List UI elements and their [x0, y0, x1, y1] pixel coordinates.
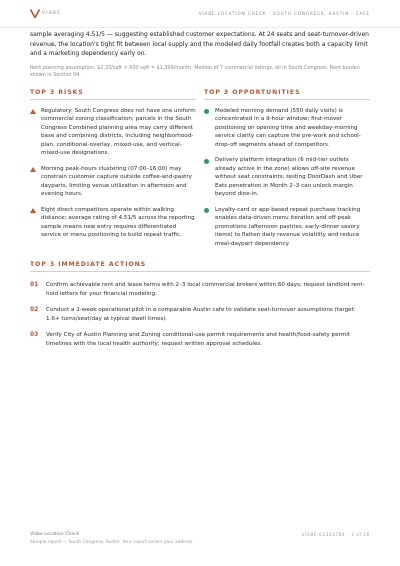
viabe-logo-icon	[30, 9, 40, 18]
risk-text: Morning peak-hours clustering (07:00–16:00) may constrain customer capture outside coffee-and-pastry dayparts, limiting venue utilization in afternoon and evening hours.	[41, 165, 192, 198]
green-dot-icon	[204, 109, 209, 114]
action-number: 01	[30, 281, 39, 288]
risk-text: Regulatory: South Congress does not have one uniform commercial zoning classification; parcels in the South Congress Combined planning area may carry different base and combining districts, including neighborhood-plan, conditional-overlay, mixed-use, and vertical-mixed-use designations.	[41, 107, 196, 157]
risks-list	[30, 107, 196, 240]
action-text: Conduct a 2-week operational pilot in a comparable Austin cafe to validate seat-turnover assumptions (target: 1.6+ turns/seat/day at typical dwell times).	[46, 307, 356, 322]
page-footer	[30, 532, 370, 545]
footer-brand: Viabe Location Check	[30, 532, 80, 537]
risk-text: Eight direct competitors operate within walking distance; average rating of 4.51/5 across the reporting sample means new entry requires differentiated service or menu positioning to build repeat traffic.	[41, 206, 195, 239]
actions-title: TOP 3 IMMEDIATE ACTIONS	[30, 261, 370, 272]
footer-page-number: VIABE-61342784 · 3 of 16	[301, 532, 370, 537]
opportunities-title: TOP 3 OPPORTUNITIES	[204, 89, 370, 100]
warning-triangle-icon	[30, 208, 36, 213]
action-item	[30, 281, 370, 298]
intro-paragraph: sample averaging 4.51/5 — suggesting established customer expectations. At 24 seats and seat-turnover-driven revenue, the location's tight fit between local supply and the modeled daily footfall creates both a capacity limit and a marketing dependency early on.	[30, 31, 369, 58]
action-item	[30, 306, 370, 323]
opportunity-text: Loyalty-card or app-based repeat purchase tracking enables data-driven menu iteration and off-peak promotions (afternoon pastries, early-dinner savory items) to flatten daily revenue volatility and reduce meal-daypart dependency.	[215, 206, 361, 247]
immediate-actions-section	[30, 261, 370, 348]
actions-list	[30, 281, 370, 348]
action-number: 03	[30, 331, 39, 338]
risks-title: TOP 3 RISKS	[30, 89, 196, 100]
opportunity-item	[204, 206, 370, 249]
risks-column	[30, 89, 196, 256]
footer-disclaimer: Sample report — South Congress, Austin. Your report covers your address.	[30, 540, 194, 545]
warning-triangle-icon	[30, 167, 36, 172]
header-title: VIABE LOCATION CHECK · SOUTH CONGRESS, AUSTIN · CAFE	[198, 11, 370, 16]
green-dot-icon	[204, 159, 209, 164]
action-number: 02	[30, 306, 39, 313]
rent-assumption-note: Rent planning assumption: $2.33/sqft × 600 sqft = $1,399/month. Median of 7 commercial listings, all in South Congress. Rent burden shown in Section 04.	[30, 64, 360, 79]
risk-item	[30, 206, 196, 240]
opportunity-item	[204, 107, 370, 150]
opportunities-column	[204, 89, 370, 256]
action-item	[30, 331, 370, 348]
green-dot-icon	[204, 208, 209, 213]
main-content	[30, 30, 370, 356]
page-header	[0, 0, 400, 28]
action-text: Confirm achievable rent and lease terms with 2–3 local commercial brokers within 60 days; request landlord rent-hold letters for your financial modeling.	[46, 282, 365, 297]
warning-triangle-icon	[30, 109, 36, 114]
opportunity-text: Modeled morning demand (550 daily visits) is concentrated in a 9-hour window; first-mover positioning on opening time and weekday-morning service clarity can capture the pre-work and school-drop-off segments ahead of competitors.	[215, 107, 361, 148]
brand-logo	[30, 9, 61, 18]
risks-opportunities	[30, 89, 370, 256]
brand-name: VIABE	[42, 11, 62, 16]
opportunities-list	[204, 107, 370, 249]
opportunity-item	[204, 156, 370, 199]
opportunity-text: Delivery platform integration (6 mid-tier outlets already active in the zone) allows off-site revenue without seat constraints; testing DoorDash and Uber Eats penetration in Month 2–3 can unlock margin beyond dine-in.	[215, 157, 363, 198]
risk-item	[30, 107, 196, 158]
risk-item	[30, 165, 196, 199]
action-text: Verify City of Austin Planning and Zoning conditional-use permit requirements and health/food-safety permit timelines with the local health authority; request written approval schedules.	[46, 332, 350, 347]
